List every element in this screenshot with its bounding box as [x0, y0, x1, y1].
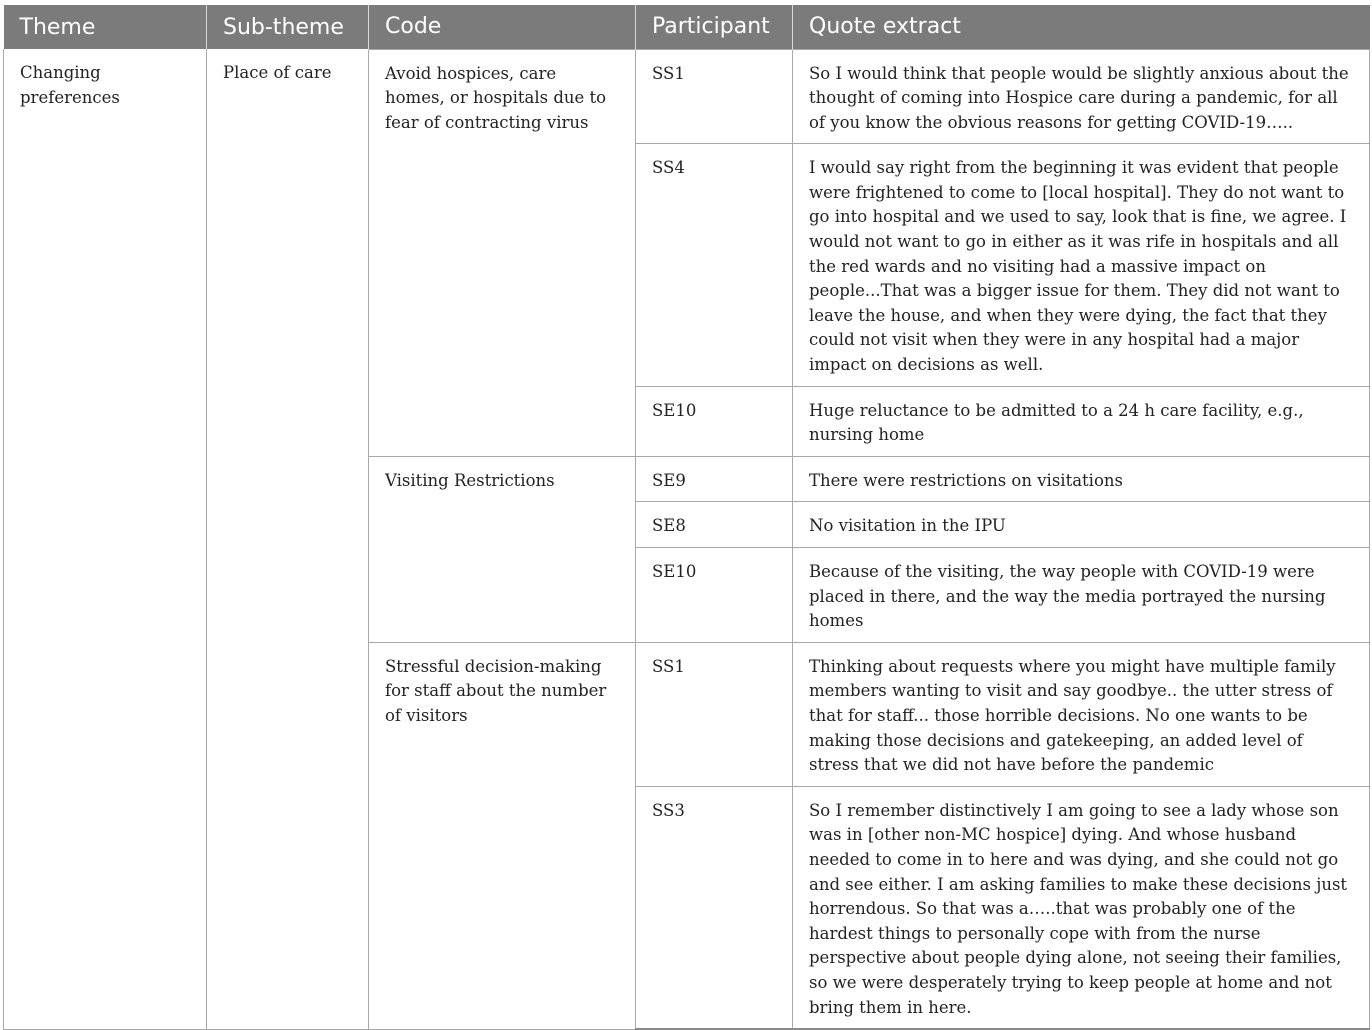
- participant-cell: SE10: [636, 548, 793, 643]
- quote-cell: So I would think that people would be slightly anxious about the thought of coming into Hospice care during a pandemic, for all of you know the obvious reasons for getting COVID-19…..: [793, 49, 1370, 144]
- table-row: [4, 49, 1370, 144]
- quote-cell: Huge reluctance to be admitted to a 24 h care facility, e.g., nursing home: [793, 386, 1370, 456]
- themes-table: [3, 5, 1370, 1030]
- quote-cell: There were restrictions on visitations: [793, 456, 1370, 502]
- participant-cell: SS3: [636, 786, 793, 1029]
- participant-cell: SS4: [636, 144, 793, 386]
- code-cell: Stressful decision-making for staff about the number of visitors: [369, 642, 636, 1029]
- code-cell: Visiting Restrictions: [369, 456, 636, 642]
- quote-cell: Thinking about requests where you might have multiple family members wanting to visit and say goodbye.. the utter stress of that for staff... those horrible decisions. No one wants to be making those decisions and gatekeeping, an added level of stress that we did not have before the pandemic: [793, 642, 1370, 786]
- quote-cell: No visitation in the IPU: [793, 502, 1370, 548]
- subtheme-cell: Place of care: [207, 49, 369, 1029]
- participant-cell: SE8: [636, 502, 793, 548]
- quote-cell: So I remember distinctively I am going to see a lady whose son was in [other non-MC hospice] dying. And whose husband needed to come in to here and was dying, and she could not go and see either. I am asking families to make these decisions just horrendous. So that was a…..that was probably one of the hardest things to personally cope with from the nurse perspective about people dying alone, not seeing their families, so we were desperately trying to keep people at home and not bring them in here.: [793, 786, 1370, 1029]
- quote-cell: Because of the visiting, the way people with COVID-19 were placed in there, and the way the media portrayed the nursing homes: [793, 548, 1370, 643]
- header-participant: Participant: [636, 5, 793, 49]
- quote-cell: I would say right from the beginning it was evident that people were frightened to come to [local hospital]. They do not want to go into hospital and we used to say, look that is fine, we agree. I would not want to go in either as it was rife in hospitals and all the red wards and no visiting had a massive impact on people...That was a bigger issue for them. They did not want to leave the house, and when they were dying, the fact that they could not visit when they were in any hospital had a major impact on decisions as well.: [793, 144, 1370, 386]
- header-quote: Quote extract: [793, 5, 1370, 49]
- code-cell: Avoid hospices, care homes, or hospitals due to fear of contracting virus: [369, 49, 636, 456]
- header-theme: Theme: [4, 5, 207, 49]
- participant-cell: SS1: [636, 49, 793, 144]
- header-subtheme: Sub-theme: [207, 5, 369, 49]
- header-row: [4, 5, 1370, 49]
- header-code: Code: [369, 5, 636, 49]
- participant-cell: SS1: [636, 642, 793, 786]
- theme-cell: Changing preferences: [4, 49, 207, 1029]
- participant-cell: SE9: [636, 456, 793, 502]
- participant-cell: SE10: [636, 386, 793, 456]
